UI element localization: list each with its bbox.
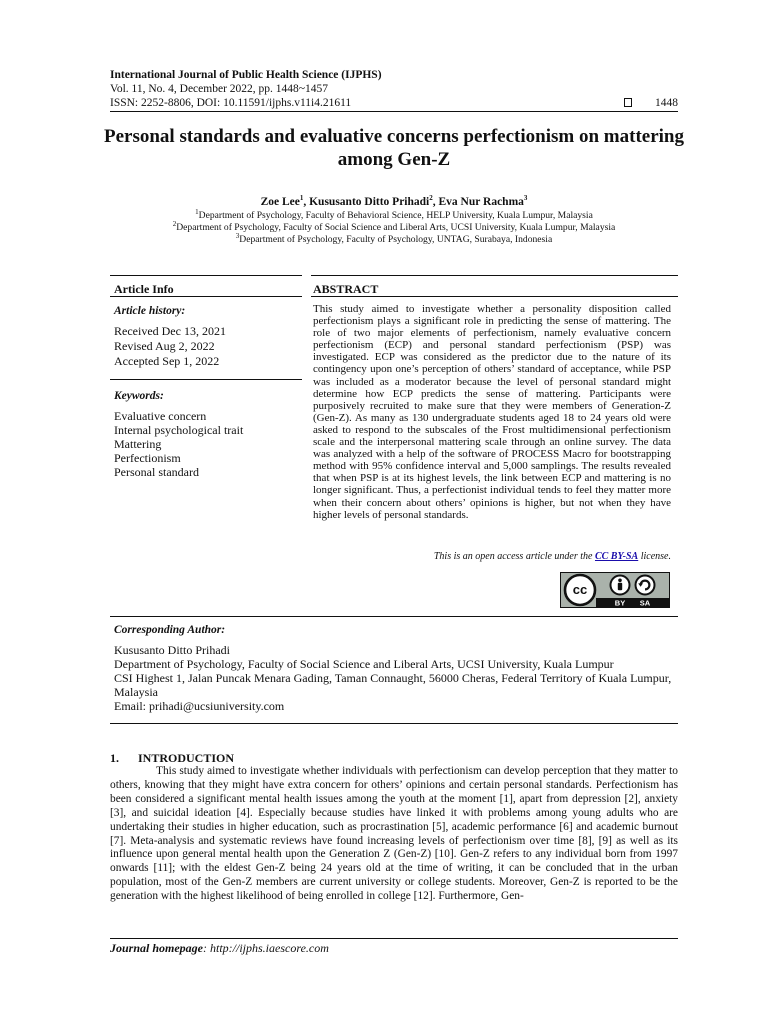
keyword: Evaluative concern	[114, 409, 207, 423]
corresponding-author-label: Corresponding Author:	[114, 624, 226, 636]
book-icon	[624, 98, 632, 107]
history-rule	[110, 379, 302, 380]
corresponding-author-block	[114, 643, 674, 713]
abstract-top-rule	[311, 275, 678, 276]
share-alike-icon	[636, 576, 655, 595]
author-name: Eva Nur Rachma	[438, 196, 524, 208]
running-header	[110, 68, 678, 110]
volume-info: Vol. 11, No. 4, December 2022, pp. 1448~1457	[110, 83, 328, 95]
svg-text:BY: BY	[614, 598, 626, 608]
article-history-label: Article history:	[114, 305, 186, 317]
corresponding-email: Email: prihadi@ucsiuniversity.com	[114, 699, 285, 714]
corresponding-name: Kususanto Ditto Prihadi	[114, 643, 230, 657]
article-info-top-rule	[110, 275, 302, 276]
page-number: 1448	[655, 97, 678, 109]
svg-text:cc: cc	[572, 582, 588, 597]
issn-doi: ISSN: 2252-8806, DOI: 10.11591/ijphs.v11i4.21611	[110, 97, 352, 109]
info-box-bottom-rule	[110, 616, 678, 617]
keywords-label: Keywords:	[114, 390, 164, 402]
author-name: Zoe Lee	[260, 196, 300, 208]
corresponding-address: CSI Highest 1, Jalan Puncak Menara Gading, Taman Connaught, 56000 Cheras, Federal Territory of Kuala Lumpur, Malaysia	[114, 671, 672, 700]
introduction-paragraph: This study aimed to investigate whether individuals with perfectionism can develop perception that they matter to others, knowing that they might have extra concern for others’ opinions and certain personal standards. Perfectionism has been considered a significant mental health issues among the youth at the moment [1], apart from depression [2], anxiety [3], and suicidal ideation [4]. Especially because studies have linked it with problems among young adults who are undertaking their studies in higher education, such as procrastination [5], academic performance [6] and academic burnout [7]. Meta-analysis and systematic reviews have found increasing levels of perfectionism over time [8], [9] as well as its influence upon general mental health upon the Generation Z (Gen-Z) [10]. Gen-Z refers to any individual born from 1997 onwards [11]; with the eldest Gen-Z being 24 years old at the time of writing, it can be concluded that in the urban population, most of the Gen-Z members are current university or college students. Moreover, Gen-Z is reported to be the generation with the highest likelihood of being enrolled in college [12]. Furthermore, Gen-	[110, 765, 678, 903]
homepage-url[interactable]: : http://ijphs.iaescore.com	[203, 941, 329, 955]
keyword: Mattering	[114, 437, 162, 451]
revised-date: Revised Aug 2, 2022	[114, 339, 215, 353]
paper-title: Personal standards and evaluative concerns perfectionism on mattering among Gen-Z	[104, 126, 684, 170]
affiliation-line: $^3$Department of Psychology, Faculty of Psychology, UNTAG, Surabaya, Indonesia	[235, 231, 553, 245]
affiliation-line: $^1$Department of Psychology, Faculty of Behavioral Science, HELP University, Kuala Lumpur, Malaysia	[195, 207, 593, 221]
keyword: Personal standard	[114, 465, 199, 479]
journal-name: International Journal of Public Health Science (IJPHS)	[110, 69, 382, 81]
section-number: 1.	[110, 751, 119, 765]
accepted-date: Accepted Sep 1, 2022	[114, 354, 220, 368]
section-title: INTRODUCTION	[138, 751, 235, 765]
abstract-heading: ABSTRACT	[313, 282, 379, 296]
corresponding-bottom-rule	[110, 723, 678, 724]
keyword: Perfectionism	[114, 451, 181, 465]
open-access-notice: This is an open access article under the CC BY-SA license.	[433, 551, 671, 562]
abstract-text: This study aimed to investigate whether a personality disposition called perfectionism plays a significant role in predicting the sense of mattering. The role of two major elements of perfectionism, namely evaluative concern perfectionism (ECP) and personal standard perfectionism (PSP) was investigated. ECP was considered as the predictor due to the nature of its contingency upon one’s perception of others’ standard of acceptance, while PSP was included as a moderator because the level of personal standard might determine how ECP predicts the sense of mattering. Participants were purposively recruited to make sure that they were members of Generation-Z (Gen-Z). As many as 130 undergraduate students aged 18 to 24 years old were asked to respond to the subscales of the Frost multidimensional perfectionism scale and the interpersonal mattering scale through an online survey. The data was analyzed with a help of the software of PROCESS Macro for bootstrapping method with 95% confidence interval and 5,000 samplings. The results revealed that when PSP is at its highest levels, the link between ECP and mattering is no longer significant. Thus, a perfectionist individual tends to feel they matter more when their concern about others’ opinions is higher, but not when they have higher levels of personal standards.	[313, 303, 671, 521]
affiliation-line: $^2$Department of Psychology, Faculty of Social Science and Liberal Arts, UCSI University, Kuala Lumpur, Malaysia	[172, 219, 616, 233]
cc-by-sa-badge-icon[interactable]	[560, 572, 670, 608]
introduction-heading	[110, 751, 234, 766]
author-list: Zoe Lee$^1$, Kususanto Ditto Prihadi$^2$, Eva Nur Rachma$^3$	[260, 194, 528, 208]
affiliations	[100, 207, 688, 246]
keyword: Internal psychological trait	[114, 423, 244, 437]
article-history	[114, 324, 226, 369]
corresponding-department: Department of Psychology, Faculty of Social Science and Liberal Arts, UCSI University, Kuala Lumpur	[114, 657, 614, 672]
author-name: Kususanto Ditto Prihadi	[309, 196, 430, 208]
keywords-list	[114, 409, 243, 479]
journal-homepage: Journal homepage: http://ijphs.iaescore.com	[110, 941, 329, 955]
article-info-heading: Article Info	[114, 282, 174, 296]
footer-rule	[110, 938, 678, 939]
received-date: Received Dec 13, 2021	[114, 324, 226, 338]
cc-by-sa-link[interactable]: CC BY-SA	[594, 551, 639, 562]
svg-text:SA: SA	[639, 598, 651, 608]
header-rule	[110, 111, 678, 112]
